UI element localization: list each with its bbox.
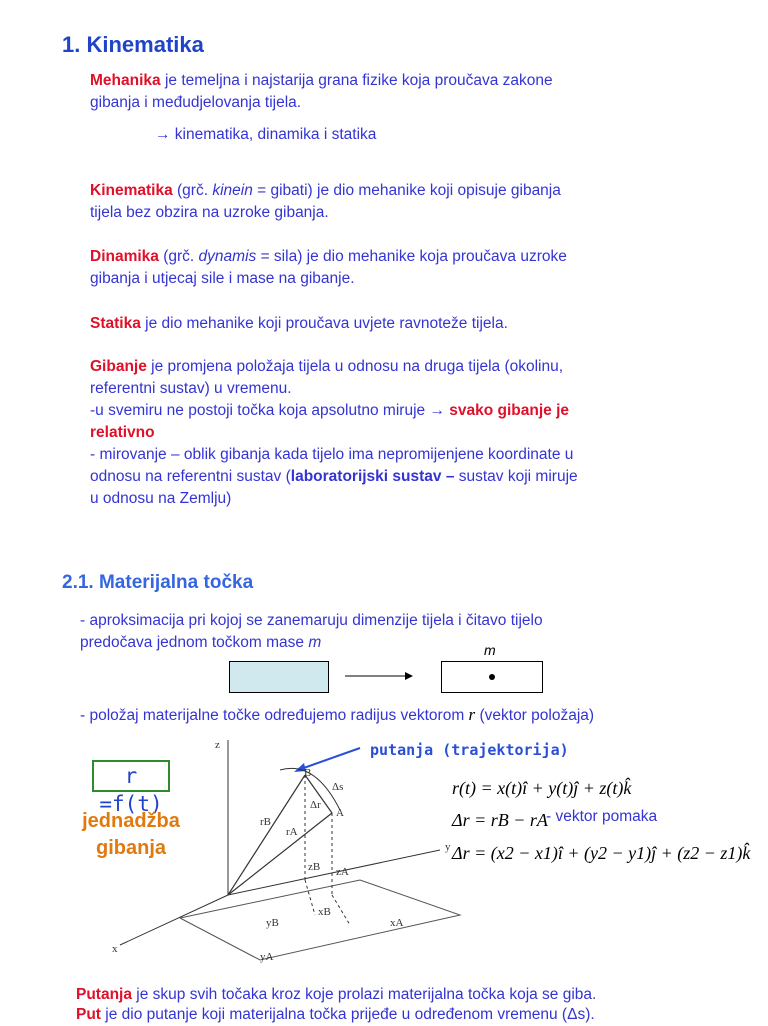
formula-displacement-note: - vektor pomaka [546,808,658,825]
z-axis-label: z [215,739,220,751]
chapter-title: Kinematika [86,32,204,57]
kinematika-post: = gibati) je dio mehanike koji opisuje gibanja [252,182,561,199]
dinamika-pre: (grč. [158,248,199,265]
transform-arrow [345,668,415,684]
greek-kinein: kinein [212,182,253,199]
mehanika-branches: → kinematika, dinamika i statika [155,126,377,143]
radius-vector-symbol: r [468,705,476,724]
y-axis [228,850,440,895]
mt-paragraph [80,610,543,654]
putanja-label: putanja (trajektorija) [370,741,569,759]
section-heading: 2.1. Materijalna točka [62,572,254,593]
yb-label: yB [266,917,279,929]
point-b-label: B [304,767,312,779]
zb-label: zB [308,861,321,873]
x-axis-label: x [112,943,118,955]
formula-displacement: Δr = rB − rA [452,810,548,830]
kinematika-line-2: tijela bez obzira na uzroke gibanja. [90,204,329,221]
mt-line-2b: m [308,634,322,651]
mt-line-1: - aproksimacija pri kojoj se zanemaruju dimenzije tijela i čitavo tijelo [80,612,543,629]
gibanje-line-1: je promjena položaja tijela u odnosu na druga tijela (okolinu, [146,358,564,375]
chapter-number: 1. [62,32,81,57]
x-axis [120,895,228,945]
rb-label: rB [260,816,271,828]
mehanika-text-1: je temeljna i najstarija grana fizike koja proučava zakone [160,72,553,89]
mehanika-text-2: gibanja i međudjelovanja tijela. [90,94,302,111]
footer-put [76,1004,595,1026]
gibanje-paragraph [90,356,578,510]
gibanje-line-2: referentni sustav) u vremenu. [90,380,292,397]
formula-components: Δr = (x2 − x1)î + (y2 − y1)ĵ + (z2 − z1)k̂ [452,843,751,863]
gibanje-line-6c: sustav koji miruje [454,468,578,485]
dinamika-post: = sila) je dio mehanike koja proučava uzroke [256,248,567,265]
footer-putanja [76,984,596,1006]
xb-label: xB [318,906,331,918]
kinematika-paragraph [90,180,561,224]
term-gibanje: Gibanje [90,358,147,375]
chapter-heading [62,32,204,58]
put-definition: je dio putanje koji materijalna točka prijeđe u određenom vremenu (Δs). [100,1006,595,1023]
point-rectangle [441,661,543,693]
ra-label: rA [286,826,298,838]
term-put: Put [76,1006,101,1023]
equation-box: r =f(t) [92,760,170,792]
point-a-label: A [336,807,344,819]
delta-r-label: Δr [310,799,321,811]
gibanje-line-7: u odnosu na Zemlju) [90,490,232,507]
point-mass-dot [489,674,495,680]
statika-paragraph [90,313,508,335]
gibanje-line-5: - mirovanje – oblik gibanja kada tijelo ima nepromijenjene koordinate u [90,446,574,463]
delta-s-label: Δs [332,781,344,793]
y-axis-label: y [445,841,451,853]
term-putanja: Putanja [76,986,132,1003]
greek-dynamis: dynamis [198,248,257,265]
term-kinematika: Kinematika [90,182,173,199]
term-mehanika: Mehanika [90,72,161,89]
mehanika-paragraph [90,70,553,114]
kinematika-pre: (grč. [172,182,213,199]
term-dinamika: Dinamika [90,248,159,265]
gibanje-line-3a: -u svemiru ne postoji točka koja apsolutno miruje → [90,402,450,419]
body-rectangle [229,661,329,693]
ya-label: yA [260,951,274,963]
gibanje-line-3b: svako gibanje je [449,402,569,419]
mt-line-3a: - položaj materijalne točke određujemo radijus vektorom [80,707,469,724]
coordinate-diagram [100,730,480,980]
xa-label: xA [390,917,404,929]
formula-position: r(t) = x(t)î + y(t)ĵ + z(t)k̂ [452,778,632,798]
gibanje-line-4: relativno [90,424,155,441]
statika-text: je dio mehanike koji proučava uvjete ravnoteže tijela. [140,315,508,332]
term-statika: Statika [90,315,141,332]
gibanje-line-6a: odnosu na referentni sustav ( [90,468,291,485]
mt-line-3c: (vektor položaja) [475,707,595,724]
mt-line-2a: predočava jednom točkom mase [80,634,309,651]
gibanje-line-6b: laboratorijski sustav – [290,468,455,485]
mt-line-3 [80,704,594,727]
putanja-definition: je skup svih točaka kroz koje prolazi materijalna točka koja se giba. [131,986,597,1003]
dinamika-line-2: gibanja i utjecaj sile i mase na gibanje. [90,270,355,287]
equation-label-2: gibanja [95,837,166,859]
za-label: zA [336,866,349,878]
mass-label: m [484,642,496,658]
dinamika-paragraph [90,246,567,290]
equation-label-1: jednadžba [82,810,180,832]
